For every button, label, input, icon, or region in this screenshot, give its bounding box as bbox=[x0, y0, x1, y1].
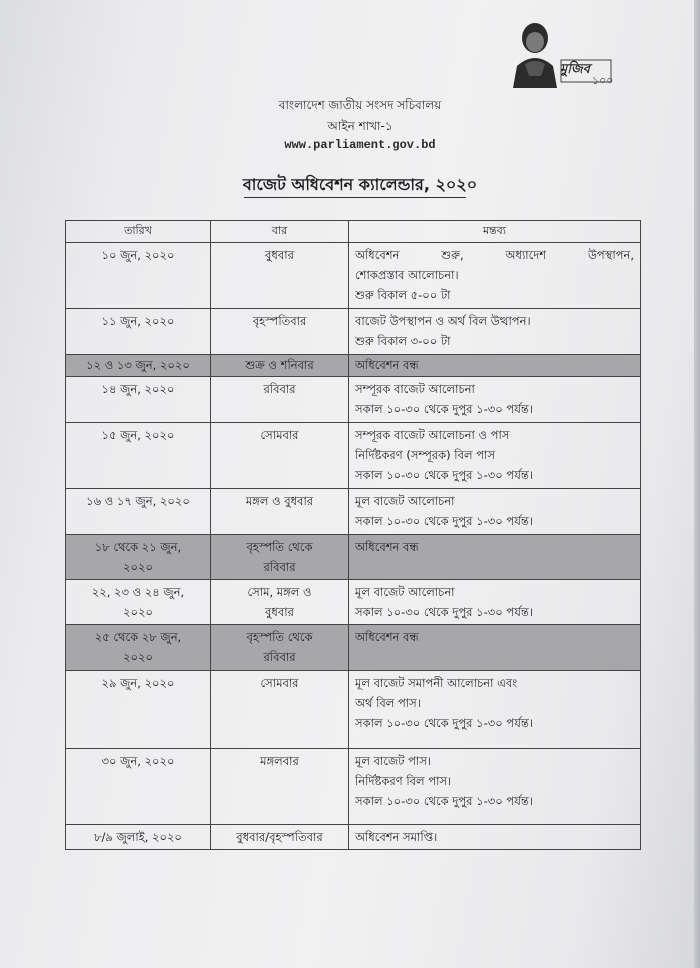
remark-line: নির্দিষ্টকরণ বিল পাস। bbox=[355, 774, 452, 788]
table-row-closed bbox=[66, 535, 641, 580]
table-row bbox=[66, 825, 641, 850]
day-cell bbox=[211, 535, 349, 580]
date-line: ১৮ থেকে ২১ জুন, bbox=[94, 540, 182, 554]
date-line: ২০২০ bbox=[123, 560, 153, 574]
day-cell: শুক্র ও শনিবার bbox=[211, 355, 349, 377]
date-cell: ১২ ও ১৩ জুন, ২০২০ bbox=[66, 355, 211, 377]
remarks-cell bbox=[349, 825, 641, 850]
day-line: বৃহস্পতি থেকে bbox=[246, 630, 313, 644]
day-line: বৃহস্পতি থেকে bbox=[246, 540, 313, 554]
remark-line: সকাল ১০-৩০ থেকে দুপুর ১-৩০ পর্যন্ত। bbox=[355, 716, 533, 730]
budget-calendar-table bbox=[65, 220, 641, 850]
date-line: ২৫ থেকে ২৮ জুন, bbox=[94, 630, 182, 644]
table-row-closed bbox=[66, 355, 641, 377]
date-cell: ৩০ জুন, ২০২০ bbox=[66, 749, 211, 825]
date-cell: ১৪ জুন, ২০২০ bbox=[66, 377, 211, 423]
day-cell: সোমবার bbox=[211, 671, 349, 749]
remark-line: সম্পূরক বাজেট আলোচনা bbox=[355, 382, 475, 396]
table-header-row bbox=[66, 221, 641, 243]
header-remarks: মন্তব্য bbox=[349, 221, 641, 243]
day-cell: রবিবার bbox=[211, 377, 349, 423]
remark-line: সকাল ১০-৩০ থেকে দুপুর ১-৩০ পর্যন্ত। bbox=[355, 514, 533, 528]
date-line: ২০২০ bbox=[123, 650, 153, 664]
day-cell bbox=[211, 580, 349, 625]
header-day: বার bbox=[211, 221, 349, 243]
logo-label: মুজিব bbox=[560, 62, 590, 77]
date-line: ২০২০ bbox=[123, 605, 153, 619]
date-cell bbox=[66, 535, 211, 580]
date-cell bbox=[66, 580, 211, 625]
date-cell: ১০ জুন, ২০২০ bbox=[66, 243, 211, 309]
day-cell: বৃহস্পতিবার bbox=[211, 309, 349, 355]
date-cell: ১১ জুন, ২০২০ bbox=[66, 309, 211, 355]
remarks-cell bbox=[349, 243, 641, 309]
document-title: বাজেট অধিবেশন ক্যালেন্ডার, ২০২০ bbox=[242, 175, 478, 194]
remark-line: শুরু বিকাল ৫-০০ টা bbox=[355, 288, 451, 302]
date-cell: ৮/৯ জুলাই, ২০২০ bbox=[66, 825, 211, 850]
date-cell: ১৬ ও ১৭ জুন, ২০২০ bbox=[66, 489, 211, 535]
day-cell: বুধবার/বৃহস্পতিবার bbox=[211, 825, 349, 850]
day-line: রবিবার bbox=[263, 650, 296, 664]
day-cell: মঙ্গলবার bbox=[211, 749, 349, 825]
day-line: রবিবার bbox=[263, 560, 296, 574]
day-line: সোম, মঙ্গল ও bbox=[247, 585, 312, 599]
remark-line: সম্পূরক বাজেট আলোচনা ও পাস bbox=[355, 428, 510, 442]
remark-line: অধিবেশন বন্ধ bbox=[355, 540, 419, 554]
date-cell bbox=[66, 625, 211, 671]
table-row bbox=[66, 489, 641, 535]
remarks-cell bbox=[349, 489, 641, 535]
day-cell: বুধবার bbox=[211, 243, 349, 309]
website-link[interactable]: www.parliament.gov.bd bbox=[284, 138, 436, 152]
remark-line: নির্দিষ্টকরণ (সম্পূরক) বিল পাস bbox=[355, 448, 495, 462]
remarks-cell bbox=[349, 355, 641, 377]
remarks-cell bbox=[349, 423, 641, 489]
table-row bbox=[66, 671, 641, 749]
remark-line: মূল বাজেট আলোচনা bbox=[355, 585, 455, 599]
remark-line: মূল বাজেট আলোচনা bbox=[355, 494, 455, 508]
remark-line: সকাল ১০-৩০ থেকে দুপুর ১-৩০ পর্যন্ত। bbox=[355, 794, 533, 808]
table-row bbox=[66, 309, 641, 355]
remark-line: অধিবেশন বন্ধ bbox=[355, 358, 419, 372]
remark-line: বাজেট উপস্থাপন ও অর্থ বিল উত্থাপন। bbox=[355, 314, 531, 328]
remarks-cell bbox=[349, 625, 641, 671]
date-cell: ২৯ জুন, ২০২০ bbox=[66, 671, 211, 749]
remark-line: মূল বাজেট সমাপনী আলোচনা এবং bbox=[355, 676, 518, 690]
remarks-cell bbox=[349, 535, 641, 580]
remarks-cell bbox=[349, 309, 641, 355]
day-cell: সোমবার bbox=[211, 423, 349, 489]
table-row bbox=[66, 243, 641, 309]
remarks-cell bbox=[349, 377, 641, 423]
remarks-cell bbox=[349, 671, 641, 749]
remark-line: অর্থ বিল পাস। bbox=[355, 696, 421, 710]
table-row-closed bbox=[66, 625, 641, 671]
remarks-cell bbox=[349, 749, 641, 825]
date-line: ২২, ২৩ ও ২৪ জুন, bbox=[91, 585, 185, 599]
branch-name: আইন শাখা-১ bbox=[327, 119, 393, 133]
header-date: তারিখ bbox=[66, 221, 211, 243]
remark-line: অধিবেশন বন্ধ bbox=[355, 630, 419, 644]
remark-line: শোকপ্রস্তাব আলোচনা। bbox=[355, 268, 459, 282]
logo-year: ১০০ bbox=[592, 74, 614, 87]
remark-line: অধিবেশন শুরু, অধ্যাদেশ উপস্থাপন, bbox=[355, 248, 634, 262]
remark-line: অধিবেশন সমাপ্তি। bbox=[355, 830, 438, 844]
table-row bbox=[66, 580, 641, 625]
remark-line: সকাল ১০-৩০ থেকে দুপুর ১-৩০ পর্যন্ত। bbox=[355, 605, 533, 619]
table-row bbox=[66, 423, 641, 489]
table-row bbox=[66, 377, 641, 423]
title-underline bbox=[244, 197, 466, 198]
date-cell: ১৫ জুন, ২০২০ bbox=[66, 423, 211, 489]
table-row bbox=[66, 749, 641, 825]
remark-line: সকাল ১০-৩০ থেকে দুপুর ১-৩০ পর্যন্ত। bbox=[355, 402, 533, 416]
day-cell: মঙ্গল ও বুধবার bbox=[211, 489, 349, 535]
remarks-cell bbox=[349, 580, 641, 625]
day-cell bbox=[211, 625, 349, 671]
day-line: বুধবার bbox=[265, 605, 294, 619]
remark-line: শুরু বিকাল ৩-০০ টা bbox=[355, 334, 451, 348]
remark-line: মূল বাজেট পাস। bbox=[355, 754, 432, 768]
secretariat-name: বাংলাদেশ জাতীয় সংসদ সচিবালয় bbox=[278, 98, 442, 112]
remark-line: সকাল ১০-৩০ থেকে দুপুর ১-৩০ পর্যন্ত। bbox=[355, 468, 533, 482]
